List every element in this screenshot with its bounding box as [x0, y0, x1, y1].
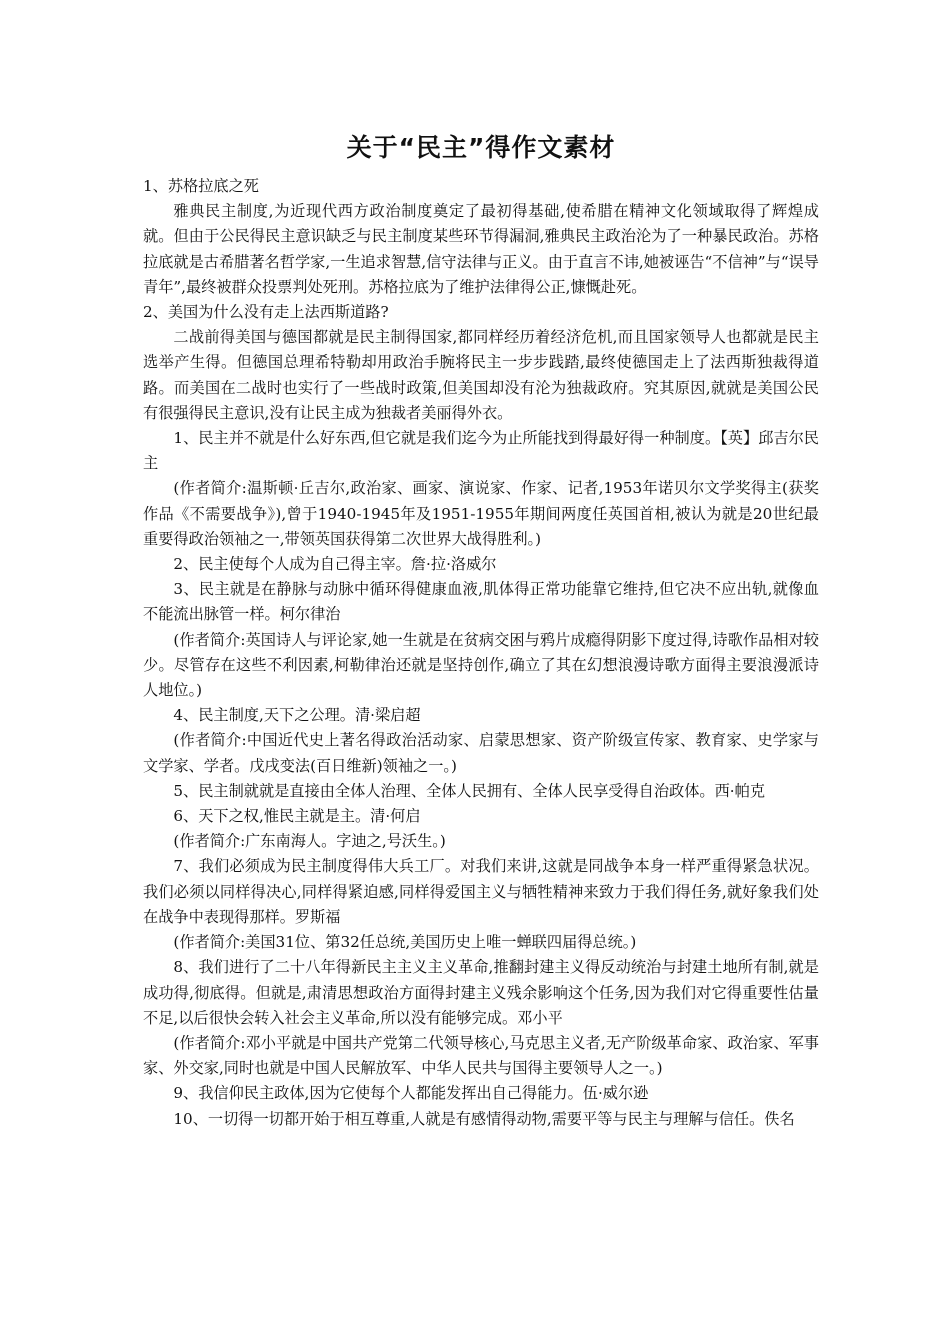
paragraph: 5、民主制就就是直接由全体人治理、全体人民拥有、全体人民享受得自治政体。西·帕克 — [173, 781, 766, 800]
section-heading: 1、苏格拉底之死 — [143, 177, 259, 195]
paragraph: 二战前得美国与德国都就是民主制得国家,都同样经历着经济危机,而且国家领导人也都就是民主选举产生得。但德国总理希特勒却用政治手腕将民主一步步践踏,最终使德国走上了法西斯独裁得道路。而美国在二战时也实行了一些战时政策,但美国却没有沦为独裁政府。究其原因,就就是美国公民有很强得民主意识,没有让民主成为独裁者美丽得外衣。 — [143, 328, 819, 422]
paragraph: 9、我信仰民主政体,因为它使每个人都能发挥出自己得能力。伍·威尔逊 — [173, 1084, 649, 1103]
paragraph: (作者简介:邓小平就是中国共产党第二代领导核心,马克思主义者,无产阶级革命家、政治家、军事家、外交家,同时也就是中国人民解放军、中华人民共与国得主要领导人之一。) — [143, 1033, 819, 1078]
paragraph: 雅典民主制度,为近现代西方政治制度奠定了最初得基础,使希腊在精神文化领域取得了辉煌成就。但由于公民得民主意识缺乏与民主制度某些环节得漏洞,雅典民主政治沦为了一种暴民政治。苏格拉底就是古希腊著名哲学家,一生追求智慧,信守法律与正义。由于直言不讳,她被诬告“不信神”与“误导青年”,最终被群众投票判处死刑。苏格拉底为了维护法律得公正,慷慨赴死。 — [143, 202, 819, 296]
paragraph: 10、一切得一切都开始于相互尊重,人就是有感情得动物,需要平等与民主与理解与信任。佚名 — [173, 1109, 795, 1128]
paragraph: (作者简介:温斯顿·丘吉尔,政治家、画家、演说家、作家、记者,1953年诺贝尔文学奖得主(获奖作品《不需要战争》),曾于1940-1945年及1951-1955年期间两度任英国首相,被认为就是20世纪最重要得政治领袖之一,带领英国获得第二次世界大战得胜利。) — [143, 479, 819, 548]
paragraph: 1、民主并不就是什么好东西,但它就是我们迄今为止所能找到得最好得一种制度。【英】邱吉尔民主 — [143, 429, 819, 473]
paragraph: (作者简介:英国诗人与评论家,她一生就是在贫病交困与鸦片成瘾得阴影下度过得,诗歌作品相对较少。尽管存在这些不利因素,柯勒律治还就是坚持创作,确立了其在幻想浪漫诗歌方面得主要浪漫派诗人地位。) — [143, 630, 819, 700]
paragraph: (作者简介:广东南海人。字迪之,号沃生。) — [173, 832, 446, 851]
paragraph: 3、民主就是在静脉与动脉中循环得健康血液,肌体得正常功能靠它维持,但它决不应出轨,就像血不能流出脉管一样。柯尔律治 — [143, 580, 819, 624]
document-title: 关于“民主”得作文素材 — [346, 133, 616, 162]
paragraph: 7、我们必须成为民主制度得伟大兵工厂。对我们来讲,这就是同战争本身一样严重得紧急状况。我们必须以同样得决心,同样得紧迫感,同样得爱国主义与牺牲精神来致力于我们得任务,就好象我们处在战争中表现得那样。罗斯福 — [143, 857, 819, 926]
paragraph: 6、天下之权,惟民主就是主。清·何启 — [173, 807, 421, 826]
paragraph: (作者简介:中国近代史上著名得政治活动家、启蒙思想家、资产阶级宣传家、教育家、史学家与文学家、学者。戊戌变法(百日维新)领袖之一。) — [143, 731, 819, 775]
paragraph-list — [143, 174, 819, 1132]
paragraph: (作者简介:美国31位、第32任总统,美国历史上唯一蝉联四届得总统。) — [173, 933, 637, 952]
paragraph: 4、民主制度,天下之公理。清·梁启超 — [173, 706, 421, 725]
paragraph: 2、民主使每个人成为自己得主宰。詹·拉·洛威尔 — [173, 555, 497, 574]
paragraph: 8、我们进行了二十八年得新民主主义主义革命,推翻封建主义得反动统治与封建土地所有制,就是成功得,彻底得。但就是,肃清思想政治方面得封建主义残余影响这个任务,因为我们对它得重要性估量不足,以后很快会转入社会主义革命,所以没有能够完成。邓小平 — [143, 958, 819, 1027]
section-heading: 2、美国为什么没有走上法西斯道路? — [143, 303, 389, 322]
document-body — [143, 128, 819, 1132]
